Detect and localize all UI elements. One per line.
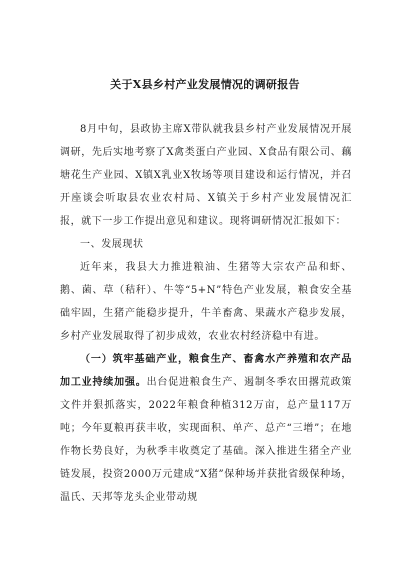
document-body [60, 118, 352, 509]
section-heading: 一、发展现状 [80, 239, 144, 250]
overview-paragraph: 近年来，我县大力推进粮油、生猪等大宗农产品和虾、鹅、菌、草（秸秆）、牛等“5+N”特色产业发展，粮食安全基础牢固，生猪产能稳步提升，牛羊畜禽、果蔬水产稳步发展，乡村产业发展取得了初步成效，农业农村经济稳中有进。 [60, 262, 352, 342]
section1-paragraph [60, 348, 352, 509]
section1-lead: （一）筑牢基础产业，粮食生产、畜禽水产养殖和农产品加工业持续加强。 [60, 354, 352, 388]
intro-paragraph: 8月中旬，县政协主席X带队就我县乡村产业发展情况开展调研，先后实地考察了X禽类蛋白产业园、X食品有限公司、藕塘花生产业园、X镇X乳业X牧场等项目建设和运行情况，并召开座谈会听取县农业农村局、X镇关于乡村产业发展情况汇报，就下一步工作提出意见和建议。现将调研情况汇报如下： [60, 124, 352, 227]
section1-text: 出台促进粮食生产、遏制冬季农田撂荒政策文件并狠抓落实，2022年粮食种植312万亩，总产量117万吨；今年夏粮再获丰收，实现面积、单产、总产“三增”；在地作物长势良好，为秋季丰收奠定了基础。深入推进生猪全产业链发展，投资2000万元建成“X猪”保种场并获批省级保种场，温氏、天邦等龙头企业带动规 [60, 377, 352, 503]
document-title: 关于X县乡村产业发展情况的调研报告 [110, 78, 300, 91]
